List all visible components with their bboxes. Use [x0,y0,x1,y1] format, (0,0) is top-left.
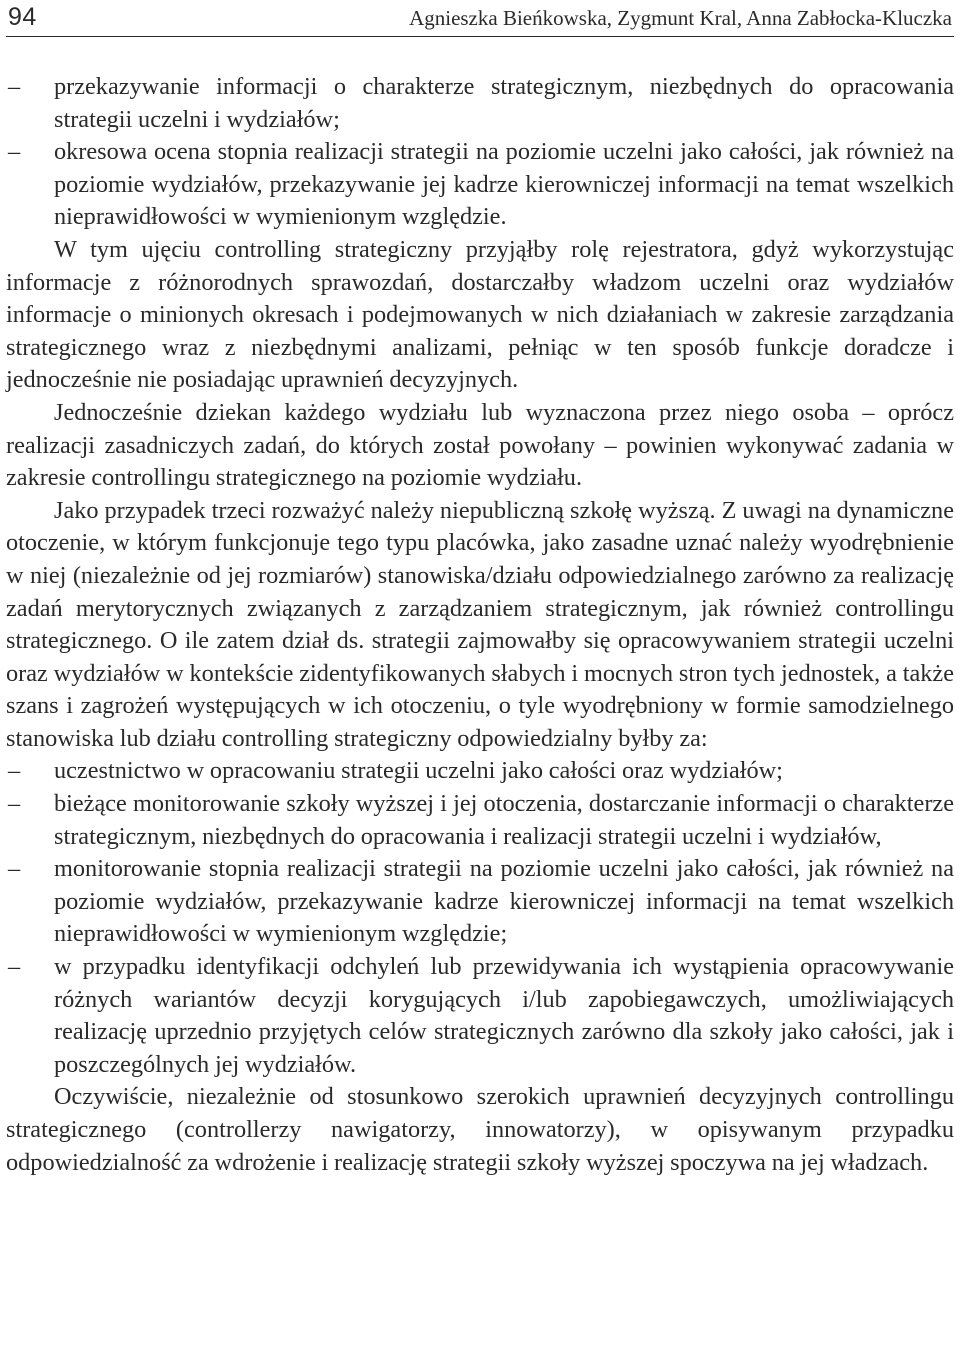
list-item-text: monitorowanie stopnia realizacji strategii na poziomie uczelni jako całości, jak również na poziomie wydziałów, przekazywanie kadrze kierowniczej informacji na temat wszelkich nieprawidłowości w wymienionym względzie; [54,855,954,948]
list-item [6,788,954,853]
body-text [6,71,954,1179]
list-item-text: bieżące monitorowanie szkoły wyższej i jej otoczenia, dostarczanie informacji o charakterze strategicznym, niezbędnych do opracowania i realizacji strategii uczelni i wydziałów, [54,790,954,850]
dash-bullet: – [8,138,21,166]
dash-bullet: – [8,757,21,785]
list-item-text: uczestnictwo w opracowaniu strategii uczelni jako całości oraz wydziałów; [54,757,783,785]
list-item-text: okresowa ocena stopnia realizacji strategii na poziomie uczelni jako całości, jak również na poziomie wydziałów, przekazywanie jej kadrze kierowniczej informacji na temat wszelkich nieprawidłowości w wymienionym względzie. [54,138,954,231]
paragraph: W tym ujęciu controlling strategiczny przyjąłby rolę rejestratora, gdyż wykorzystując informacje z różnorodnych sprawozdań, dostarczałby władzom uczelni oraz wydziałów informacje o minionych okresach i podejmowanych w nich działaniach w zakresie zarządzania strategicznego wraz z niezbędnymi analizami, pełniąc w ten sposób funkcje doradcze i jednocześnie nie posiadając uprawnień decyzyjnych. [6,235,954,394]
dash-bullet: – [8,73,21,100]
list-item [6,71,954,136]
page-number: 94 [8,3,37,31]
list-item [6,136,954,234]
dash-bullet: – [8,953,21,981]
list-item-text: przekazywanie informacji o charakterze strategicznym, niezbędnych do opracowania strategii uczelni i wydziałów; [54,73,954,133]
dash-bullet: – [8,790,21,818]
running-head-authors: Agnieszka Bieńkowska, Zygmunt Kral, Anna Zabłocka-Kluczka [409,6,952,30]
page-header [6,0,954,37]
paragraph: Oczywiście, niezależnie od stosunkowo szerokich uprawnień decyzyjnych controllingu strategicznego (controllerzy nawigatorzy, innowatorzy), w opisywanym przypadku odpowiedzialność za wdrożenie i realizację strategii szkoły wyższej spoczywa na jej władzach. [6,1083,954,1176]
dash-bullet: – [8,855,21,883]
list-item [6,951,954,1081]
paragraph: Jako przypadek trzeci rozważyć należy niepubliczną szkołę wyższą. Z uwagi na dynamiczne otoczenie, w którym funkcjonuje tego typu placówka, jako zasadne uznać należy wyodrębnienie w niej (niezależnie od jej rozmiarów) stanowiska/działu odpowiedzialnego zarówno za realizację zadań merytorycznych związanych z zarządzaniem strategicznym, jak również controllingu strategicznego. O ile zatem dział ds. strategii zajmowałby się opracowywaniem strategii uczelni oraz wydziałów w kontekście zidentyfikowanych słabych i mocnych stron tych jednostek, a także szans i zagrożeń występujących w ich otoczeniu, o tyle wyodrębniony w formie samodzielnego stanowiska lub działu controlling strategiczny odpowiedzialny byłby za: [6,496,954,752]
list-item-text: w przypadku identyfikacji odchyleń lub przewidywania ich wystąpienia opracowywanie różnych wariantów decyzji korygujących i/lub zapobiegawczych, umożliwiających realizację uprzednio przyjętych celów strategicznych zarówno dla szkoły jako całości, jak i poszczególnych jej wydziałów. [54,953,954,1078]
list-item [6,755,954,788]
paragraph: Jednocześnie dziekan każdego wydziału lub wyznaczona przez niego osoba – oprócz realizacji zasadniczych zadań, do których został powołany – powinien wykonywać zadania w zakresie controllingu strategicznego na poziomie wydziału. [6,398,954,492]
list-item [6,853,954,951]
